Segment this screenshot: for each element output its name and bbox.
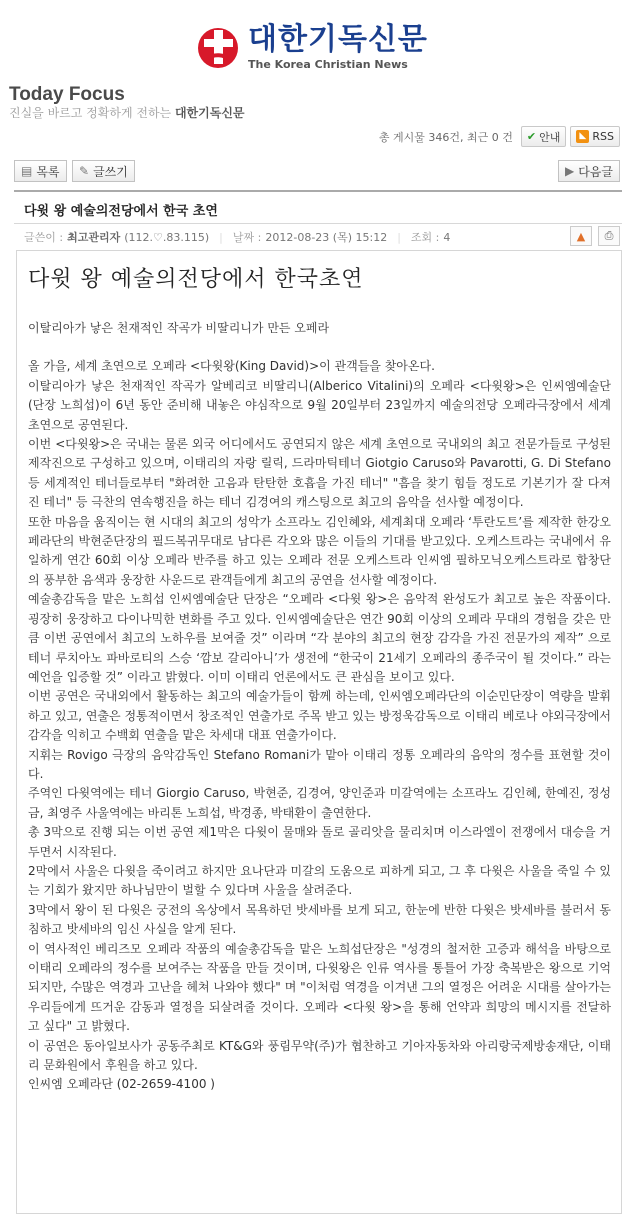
article-title: 다윗 왕 예술의전당에서 한국초연 — [28, 267, 364, 292]
article-paragraph: 2막에서 사울은 다윗을 죽이려고 하지만 요나단과 미갈의 도움으로 피하게 되고, 그 후 다윗은 사울을 죽일 수 있는 기회가 왔지만 하나님만이 벌할 수 있다며 사울을 살려준다. — [28, 863, 611, 898]
date-label: 날짜 : — [232, 231, 262, 244]
article-lead: 이탈리아가 낳은 천재적인 작곡가 비딸리니가 만든 오페라 — [28, 321, 330, 335]
article-paragraph: 올 가을, 세계 초연으로 오페라 <다윗왕(King David)>이 관객들을 찾아온다. — [28, 359, 435, 374]
printer-icon: ⎙ — [604, 229, 614, 242]
article-paragraph: 이번 <다윗왕>은 국내는 물론 외국 어디에서도 공연되지 않은 세계 초연으로 국내외의 최고 전문가들로 구성된 제작진으로 구성하고 있으며, 이태리의 자랑 릴릭, 드라마틱테너 Giotgio Caruso와 Pavarotti, G. Di Stefano 등 세계적인 테너들로부터 "화려한 고음과 탄탄한 호흡을 가진 테너" "흠을 찾기 힘들 정도로 기본기가 잘 다져진 테너" 등 극찬의 연속행진을 하는 테너 김경여의 캐스팅으로 최고의 음악을 선사할 예정이다. — [28, 437, 611, 510]
article-paragraph: 이 역사적인 베리즈모 오페라 작품의 예술총감독을 맡은 노희섭단장은 "성경의 철저한 고증과 해석을 바탕으로 이태리 오페라의 정수를 보여주는 작품을 만들 것이며, 다윗왕은 인류 역사를 통틀어 가장 축복받은 왕으로 기억되지만, 수많은 역경과 고난을 헤쳐 나와야 했다" 며 "이처럼 역경을 이겨낸 그의 열정은 어려운 시대를 살아가는 우리들에게 뜨거운 감동과 열정을 되살려줄 것이다. 오페라 <다윗 왕>을 통해 언약과 희망의 메시지를 전달하고 싶다" 고 밝혔다. — [28, 941, 611, 1034]
article-paragraph: 이탈리아가 낳은 천재적인 작곡가 알베리코 비딸리니(Alberico Vitalini)의 오페라 <다윗왕>은 인씨엠예술단(단장 노희섭)이 6년 동안 준비해 내놓은 야심작으로 9월 20일부터 23일까지 예술의전당 오페라극장에서 세계초연으로 공연된다. — [28, 378, 611, 432]
guide-label: 안내 — [539, 130, 561, 144]
write-button[interactable] — [72, 160, 135, 182]
rss-button[interactable] — [570, 126, 620, 147]
check-icon: ✔ — [526, 130, 537, 143]
article-body — [28, 319, 611, 1095]
views-label: 조회 : — [410, 231, 440, 244]
list-button[interactable] — [14, 160, 67, 182]
print-button[interactable] — [598, 226, 620, 246]
article-paragraph: 주역인 다윗역에는 테너 Giorgio Caruso, 박현준, 김경여, 양인준과 미갈역에는 소프라노 김인혜, 한예진, 정성금, 최영주 사울역에는 바리톤 노희섭, 박경종, 박태환이 출연한다. — [28, 786, 611, 820]
list-icon: ▤ — [21, 164, 33, 178]
logo-english-text: The Korea Christian News — [248, 58, 408, 71]
guide-button[interactable] — [521, 126, 566, 147]
board-stats — [379, 126, 620, 147]
write-label: 글쓰기 — [93, 164, 128, 179]
next-doc-icon: ▶ — [564, 164, 575, 178]
article-paragraph: 총 3막으로 진행 되는 이번 공연 제1막은 다윗이 물매와 돌로 골리앗을 물리치며 이스라엘이 전쟁에서 대승을 거두면서 시작된다. — [28, 825, 611, 859]
board-subtitle-brand: 대한기독신문 — [174, 106, 245, 120]
logo-cross-icon — [196, 24, 242, 70]
article-paragraph: 지휘는 Rovigo 극장의 음악감독인 Stefano Romani가 맡아 이태리 정통 오페라의 음악의 정수를 표현할 것이다. — [28, 747, 611, 781]
rss-label: RSS — [592, 130, 614, 143]
author-label: 글쓴이 : — [24, 231, 64, 244]
board-subtitle-text: 진실을 바르고 정확하게 전하는 — [9, 106, 172, 120]
post-date: 2012-08-23 (목) 15:12 — [265, 231, 388, 244]
post-toolbar — [14, 160, 620, 182]
list-label: 목록 — [36, 164, 60, 179]
article-paragraph: 3막에서 왕이 된 다윗은 궁전의 옥상에서 목욕하던 밧세바를 보게 되고, 한눈에 반한 다윗은 밧세바를 불러서 동침하고 밧세바의 임신 사실을 알게 된다. — [28, 902, 611, 937]
post-subject-bar — [14, 190, 622, 224]
bell-icon: ▲ — [576, 229, 586, 243]
article-paragraph: 예술총감독을 맡은 노희섭 인씨엠예술단 단장은 “오페라 <다윗 왕>은 음악적 완성도가 최고로 높은 작품이다. 굉장히 웅장하고 다이나믹한 변화를 주고 있다. 인씨엠예술단은 연간 90회 이상의 오페라 무대의 경험을 갖은 만큼 이번 공연에서 최고의 노하우를 보여줄 것” 이라며 “각 분야의 최고의 현장 감각을 가진 전문가의 제작” 으로 테너 루치아노 파바로티의 스승 ‘깜보 갈리아니’가 생전에 “한국이 21세기 오페라의 종주국이 될 것이다.” 라는 예언을 입증할 것” 이라고 밝혔다. 이미 이태리 언론에서도 큰 관심을 보이고 있다. — [28, 592, 611, 684]
author-ip: (112.♡.83.115) — [124, 230, 210, 244]
article-contact: 인씨엠 오페라단 (02-2659-4100 ) — [28, 1077, 215, 1092]
post-meta — [24, 226, 620, 248]
view-count: 4 — [443, 230, 451, 244]
scrap-button[interactable] — [570, 226, 592, 246]
site-header — [0, 0, 636, 84]
board-subtitle — [9, 104, 245, 121]
post-subject: 다윗 왕 예술의전당에서 한국 초연 — [24, 204, 218, 219]
meta-divider: | — [397, 230, 401, 244]
post-count-text: 총 게시물 346건, 최근 0 건 — [378, 130, 513, 144]
next-post-button[interactable] — [558, 160, 620, 182]
author-name[interactable]: 최고관리자 — [67, 231, 121, 244]
logo-korean-text: 대한기독신문 — [248, 22, 428, 57]
article-paragraph: 또한 마음을 움직이는 현 시대의 최고의 성악가 소프라노 김인혜와, 세계최대 오페라 ‘투란도트’를 제작한 한강오페라단의 박현준단장의 필드복귀무대로 남다른 각오와 많은 이들의 기대를 받고있다. 오케스트라는 국내에서 유일하게 연간 60회 이상 오페라 반주를 하고 있는 오페라 전문 오케스트라 인씨엠 필하모닉오케스트라로 합창단의 풍부한 음색과 웅장한 사운드로 관객들에게 최고의 공연을 선사할 예정이다. — [28, 514, 611, 587]
site-logo[interactable] — [196, 24, 428, 71]
rss-icon: ◣ — [576, 130, 589, 143]
article-paragraph: 이번 공연은 국내외에서 활동하는 최고의 예술가들이 함께 하는데, 인씨엠오페라단의 이순민단장이 역량을 발휘하고 있고, 연출은 정통적이면서 창조적인 연출가로 주목 받고 있는 방정욱감독으로 이태리 베로나 야외극장에서 감각을 익히고 수백회 연출을 맡은 차세대 대표 연출가이다. — [28, 689, 611, 743]
next-post-label: 다음글 — [578, 164, 613, 179]
pencil-icon: ✎ — [79, 164, 90, 178]
article-content — [16, 250, 622, 1214]
meta-divider: | — [219, 230, 223, 244]
article-paragraph: 이 공연은 동아일보사가 공동주최로 KT&G와 풍림무약(주)가 협찬하고 기아자동차와 아리랑국제방송재단, 이태리 문화원에서 후원을 하고 있다. — [28, 1038, 611, 1073]
board-title: Today Focus — [9, 84, 125, 105]
